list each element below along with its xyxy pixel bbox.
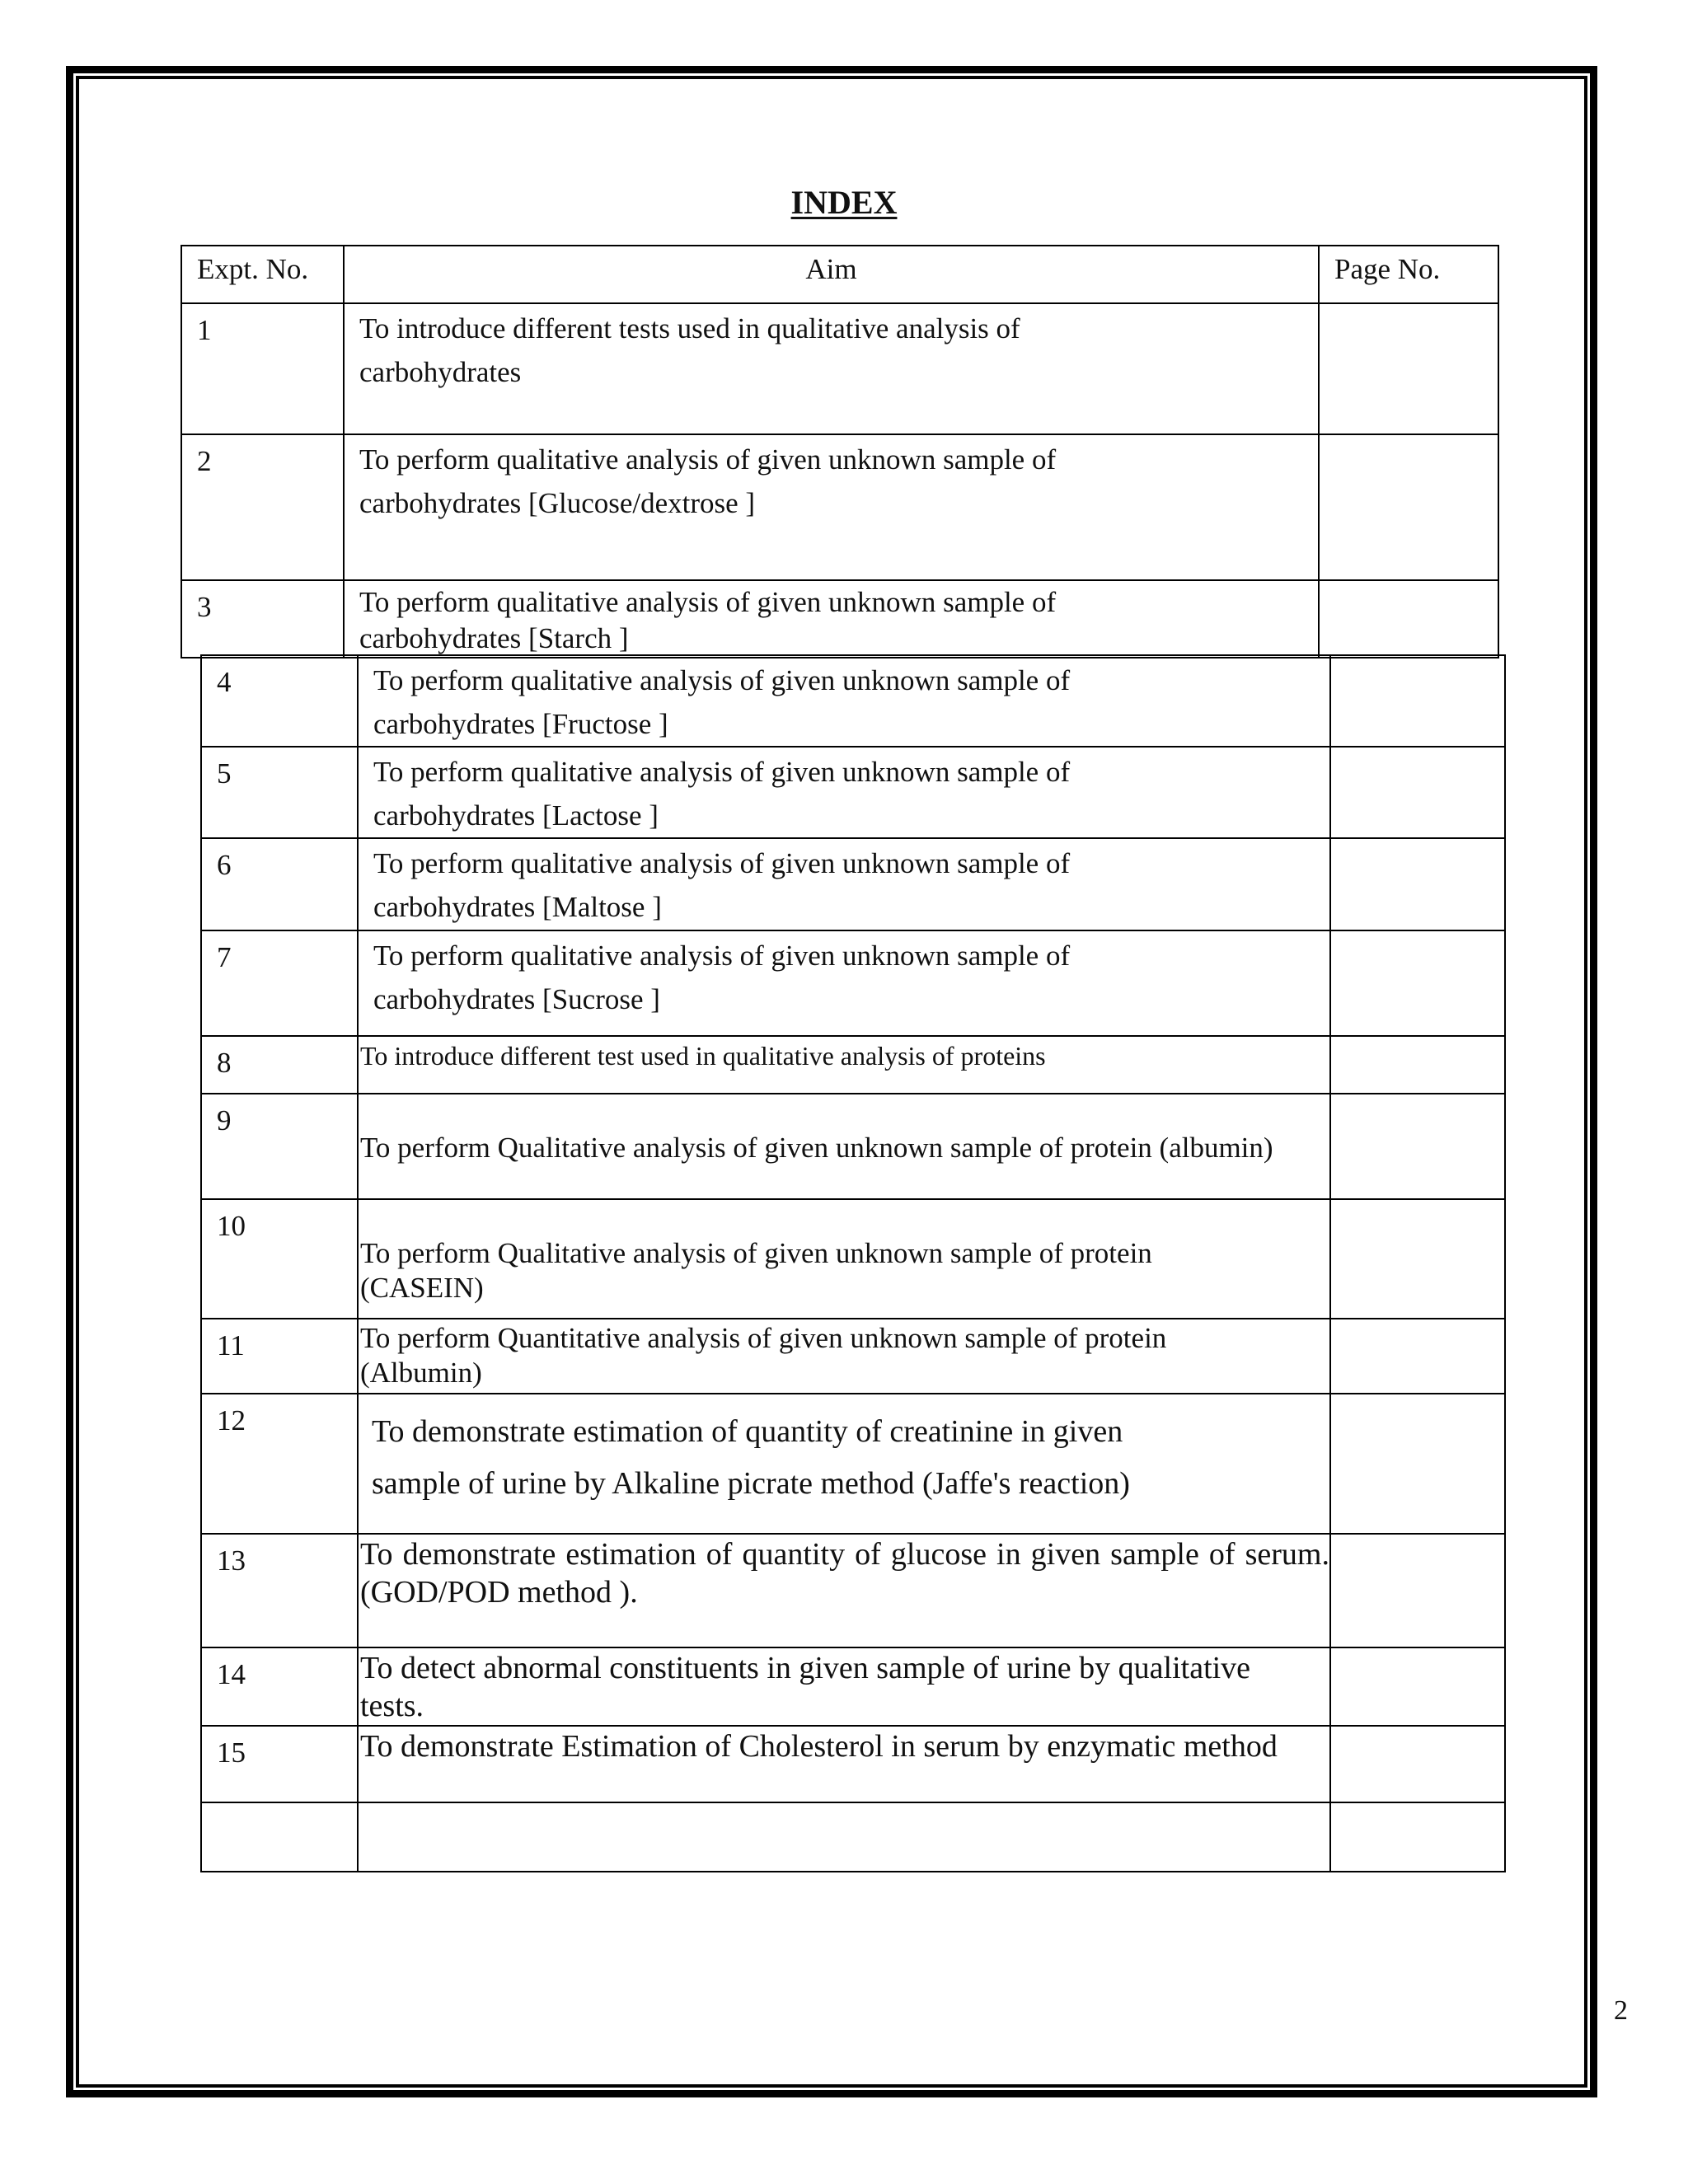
row-aim: To perform qualitative analysis of given unknown sample of carbohydrates [Glucose/dextrose ] bbox=[344, 434, 1319, 580]
row-page-no bbox=[1330, 1726, 1505, 1802]
row-page-no bbox=[1330, 1647, 1505, 1726]
page-number: 2 bbox=[1614, 1995, 1628, 2026]
table-row bbox=[201, 1319, 1505, 1394]
row-expt-no: 1 bbox=[181, 303, 344, 434]
index-table-part-1 bbox=[181, 245, 1499, 658]
row-expt-no: 2 bbox=[181, 434, 344, 580]
row-page-no bbox=[1330, 1199, 1505, 1319]
row-aim: To perform Quantitative analysis of given unknown sample of protein (Albumin) bbox=[358, 1319, 1330, 1394]
table-row bbox=[181, 303, 1498, 434]
row-page-no bbox=[1330, 930, 1505, 1036]
row-page-no bbox=[1319, 303, 1498, 434]
row-expt-no: 4 bbox=[201, 655, 358, 747]
table-row bbox=[201, 1647, 1505, 1726]
table-row-empty bbox=[201, 1802, 1505, 1872]
row-expt-no: 13 bbox=[201, 1534, 358, 1647]
row-page-no bbox=[1330, 1094, 1505, 1199]
row-expt-no: 11 bbox=[201, 1319, 358, 1394]
row-aim: To introduce different test used in qualitative analysis of proteins bbox=[358, 1036, 1330, 1094]
row-expt-no bbox=[201, 1802, 358, 1872]
row-page-no bbox=[1319, 434, 1498, 580]
row-page-no bbox=[1330, 655, 1505, 747]
row-expt-no: 8 bbox=[201, 1036, 358, 1094]
table-row bbox=[201, 1199, 1505, 1319]
table-row bbox=[201, 838, 1505, 930]
row-expt-no: 3 bbox=[181, 580, 344, 658]
table-row bbox=[201, 1726, 1505, 1802]
row-expt-no: 15 bbox=[201, 1726, 358, 1802]
row-expt-no: 7 bbox=[201, 930, 358, 1036]
row-aim: To perform qualitative analysis of given unknown sample of carbohydrates [Lactose ] bbox=[358, 747, 1330, 838]
row-aim: To detect abnormal constituents in given sample of urine by qualitative tests. bbox=[358, 1647, 1330, 1726]
row-aim: To perform qualitative analysis of given unknown sample of carbohydrates [Fructose ] bbox=[358, 655, 1330, 747]
row-page-no bbox=[1319, 580, 1498, 658]
page-title: INDEX bbox=[790, 184, 898, 221]
row-aim: To demonstrate estimation of quantity of glucose in given sample of serum. (GOD/POD method ). bbox=[358, 1534, 1330, 1647]
row-expt-no: 5 bbox=[201, 747, 358, 838]
header-expt-no: Expt. No. bbox=[181, 246, 344, 303]
row-expt-no: 6 bbox=[201, 838, 358, 930]
row-aim: To perform Qualitative analysis of given unknown sample of protein (albumin) bbox=[358, 1094, 1330, 1199]
table-row bbox=[181, 580, 1498, 658]
row-page-no bbox=[1330, 1802, 1505, 1872]
row-expt-no: 10 bbox=[201, 1199, 358, 1319]
row-page-no bbox=[1330, 747, 1505, 838]
table-row bbox=[201, 1036, 1505, 1094]
row-aim: To demonstrate estimation of quantity of creatinine in given sample of urine by Alkaline picrate method (Jaffe's reaction) bbox=[358, 1394, 1330, 1534]
row-aim: To demonstrate Estimation of Cholesterol in serum by enzymatic method bbox=[358, 1726, 1330, 1802]
row-expt-no: 12 bbox=[201, 1394, 358, 1534]
index-table-part-2 bbox=[200, 654, 1506, 1872]
row-aim: To introduce different tests used in qualitative analysis of carbohydrates bbox=[344, 303, 1319, 434]
table-row bbox=[201, 1534, 1505, 1647]
row-page-no bbox=[1330, 1036, 1505, 1094]
table-row bbox=[201, 930, 1505, 1036]
row-page-no bbox=[1330, 1534, 1505, 1647]
table-header-row bbox=[181, 246, 1498, 303]
table-row bbox=[201, 1094, 1505, 1199]
row-expt-no: 9 bbox=[201, 1094, 358, 1199]
row-page-no bbox=[1330, 1319, 1505, 1394]
row-aim: To perform qualitative analysis of given unknown sample of carbohydrates [Sucrose ] bbox=[358, 930, 1330, 1036]
row-expt-no: 14 bbox=[201, 1647, 358, 1726]
header-aim: Aim bbox=[344, 246, 1319, 303]
row-aim: To perform qualitative analysis of given unknown sample of carbohydrates [Maltose ] bbox=[358, 838, 1330, 930]
table-row bbox=[201, 747, 1505, 838]
row-aim bbox=[358, 1802, 1330, 1872]
row-page-no bbox=[1330, 838, 1505, 930]
table-row bbox=[201, 1394, 1505, 1534]
row-aim: To perform Qualitative analysis of given unknown sample of protein (CASEIN) bbox=[358, 1199, 1330, 1319]
table-row bbox=[201, 655, 1505, 747]
table-row bbox=[181, 434, 1498, 580]
header-page-no: Page No. bbox=[1319, 246, 1498, 303]
row-page-no bbox=[1330, 1394, 1505, 1534]
row-aim: To perform qualitative analysis of given unknown sample of carbohydrates [Starch ] bbox=[344, 580, 1319, 658]
